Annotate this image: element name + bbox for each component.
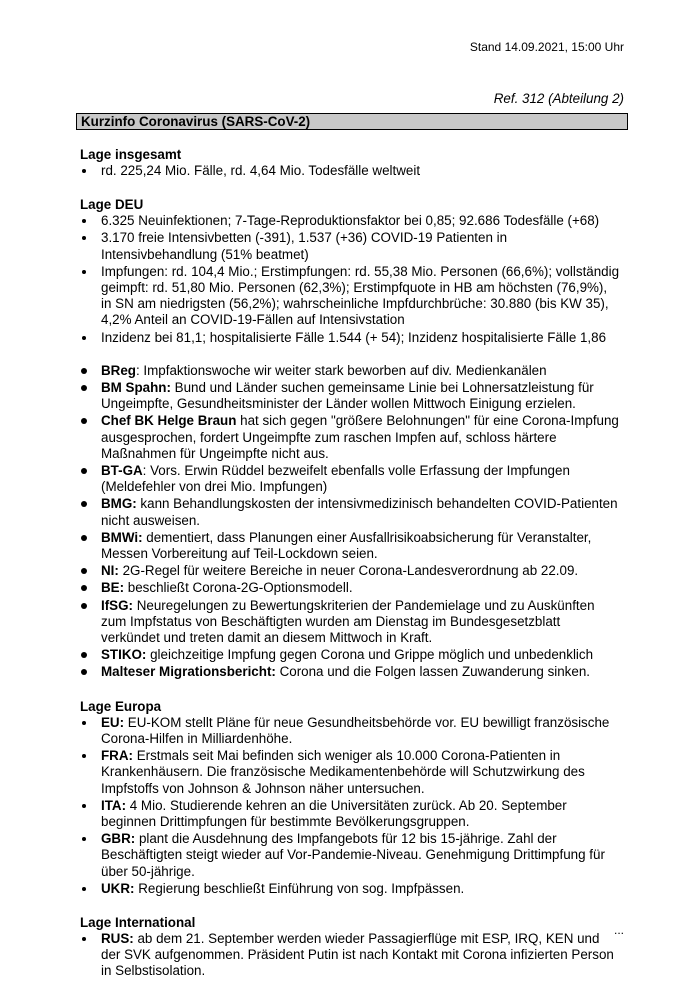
document-body — [80, 147, 620, 981]
item-label: BM Spahn: — [101, 380, 171, 396]
item-text: hat sich gegen "größere Belohnungen" für eine Corona-Impfung ausgesprochen, fordert Ungeimpfte zum raschen Impfen auf, schloss härtere Maßnahmen für Ungeimpfte nicht aus. — [101, 413, 619, 461]
item-text: : Vors. Erwin Rüddel bezweifelt ebenfalls volle Erfassung der Impfungen (Meldefehler von drei Mio. Impfungen) — [101, 463, 570, 495]
list-item — [80, 664, 620, 680]
item-label: EU: — [101, 714, 125, 730]
item-label: IfSG: — [101, 597, 133, 613]
list-item — [80, 931, 620, 980]
list-item: Impfungen: rd. 104,4 Mio.; Erstimpfungen: rd. 55,38 Mio. Personen (66,6%); vollständig geimpft: rd. 51,80 Mio. Personen (62,3%); Erstimpfquote in HB am höchsten (76,9%), in SN am niedrigsten (56,2%); wahrscheinliche Impfdurchbrüche: 30.880 (bis KW 35), 4,2% Anteil an COVID-19-Fällen auf Intensivstation — [80, 264, 620, 329]
section-lage-international — [80, 915, 620, 980]
item-text: plant die Ausdehnung des Impfangebots für 12 bis 15-jährige. Zahl der Beschäftigten steigt wieder auf Vor-Pandemie-Niveau. Genehmigung Drittimpfung für über 50-jährige. — [101, 831, 605, 879]
list-item — [80, 647, 620, 663]
item-text: EU-KOM stellt Pläne für neue Gesundheitsbehörde vor. EU bewilligt französische Corona-Hilfen in Milliardenhöhe. — [101, 714, 610, 746]
list-item — [80, 831, 620, 880]
item-label: BE: — [101, 580, 125, 596]
item-label: Malteser Migrationsbericht: — [101, 664, 276, 680]
section-heading: Lage insgesamt — [80, 147, 182, 162]
list-item — [80, 748, 620, 797]
list-item — [80, 563, 620, 579]
reference-note: Ref. 312 (Abteilung 2) — [493, 91, 624, 106]
item-label: BMWi: — [101, 529, 143, 545]
list-item: Inzidenz bei 81,1; hospitalisierte Fälle 1.544 (+ 54); Inzidenz hospitalisierte Fälle 1,86 — [80, 330, 620, 346]
list-item — [80, 798, 620, 830]
bullet-list — [80, 163, 620, 179]
item-text: gleichzeitige Impfung gegen Corona und Grippe möglich und unbedenklich — [146, 647, 594, 663]
item-text: ab dem 21. September werden wieder Passagierflüge mit ESP, IRQ, KEN und der SVK aufgenommen. Präsident Putin ist nach Kontakt mit Corona infizierten Person in Selbstisolation. — [101, 930, 614, 979]
list-item: 6.325 Neuinfektionen; 7-Tage-Reproduktionsfaktor bei 0,85; 92.686 Todesfälle (+68) — [80, 213, 620, 229]
item-text: beschließt Corona-2G-Optionsmodell. — [124, 580, 353, 596]
news-list — [80, 363, 620, 681]
section-lage-insgesamt — [80, 147, 620, 179]
list-item — [80, 413, 620, 462]
list-item — [80, 881, 620, 897]
item-label: BT-GA — [101, 463, 143, 479]
section-lage-europa — [80, 699, 620, 897]
item-text: : Impfaktionswoche wir weiter stark beworben auf div. Medienkanälen — [135, 362, 547, 378]
item-label: UKR: — [101, 880, 135, 896]
item-text: 4 Mio. Studierende kehren an die Universitäten zurück. Ab 20. September beginnen Drittimpfungen für bestimmte Bevölkerungsgruppen. — [101, 797, 567, 829]
document-title: Kurzinfo Coronavirus (SARS-CoV-2) — [76, 113, 628, 130]
list-item — [80, 496, 620, 528]
bullet-list — [80, 213, 620, 346]
item-label: GBR: — [101, 831, 136, 847]
item-text: dementiert, dass Planungen einer Ausfallrisikoabsicherung für Veranstalter, Messen Vorbereitung auf Teil-Lockdown seien. — [101, 529, 592, 562]
item-text: Bund und Länder suchen gemeinsame Linie bei Lohnersatzleistung für Ungeimpfte, Gesundheitsminister der Länder wollen Mittwoch Einigung erzielen. — [101, 380, 594, 412]
stand-date: Stand 14.09.2021, 15:00 Uhr — [469, 40, 624, 54]
item-label: FRA: — [101, 748, 133, 764]
list-item: rd. 225,24 Mio. Fälle, rd. 4,64 Mio. Todesfälle weltweit — [80, 163, 620, 179]
section-heading: Lage International — [80, 914, 196, 930]
item-label: ITA: — [101, 797, 127, 813]
list-item — [80, 463, 620, 495]
item-label: RUS: — [101, 930, 134, 946]
item-label: BReg — [101, 362, 136, 378]
bullet-list — [80, 931, 620, 980]
item-text: Neuregelungen zu Bewertungskriterien der Pandemielage und zu Auskünften zum Impfstatus von Beschäftigten wurden am Dienstag im Bundesgesetzblatt verkündet und treten damit an diesem Mittwoch in Kraft. — [101, 597, 595, 646]
bullet-list — [80, 715, 620, 897]
item-text: Erstmals seit Mai befinden sich weniger als 10.000 Corona-Patienten in Krankenhäusern. Die französische Medikamentenbehörde will Schutzwirkung des Impfstoffs von Johnson & Johnson näher untersuchen. — [101, 748, 585, 796]
list-item: 3.170 freie Intensivbetten (-391), 1.537 (+36) COVID-19 Patienten in Intensivbehandlung (51% beatmet) — [80, 230, 620, 262]
section-heading: Lage Europa — [80, 698, 162, 714]
list-item — [80, 363, 620, 379]
item-text: Regierung beschließt Einführung von sog. Impfpässen. — [134, 880, 465, 896]
section-lage-deu — [80, 197, 620, 680]
list-item — [80, 715, 620, 747]
section-heading: Lage DEU — [80, 197, 144, 213]
list-item — [80, 380, 620, 412]
item-text: Corona und die Folgen lassen Zuwanderung sinken. — [275, 664, 590, 680]
continuation-mark: ... — [613, 923, 624, 937]
list-item — [80, 530, 620, 562]
item-text: kann Behandlungskosten der intensivmedizinisch behandelten COVID-Patienten nicht ausweisen. — [101, 496, 618, 528]
list-item — [80, 598, 620, 647]
item-label: Chef BK Helge Braun — [101, 413, 237, 429]
item-text: 2G-Regel für weitere Bereiche in neuer Corona-Landesverordnung ab 22.09. — [118, 563, 579, 579]
item-label: NI: — [101, 563, 119, 579]
item-label: STIKO: — [101, 647, 147, 663]
list-item — [80, 580, 620, 596]
item-label: BMG: — [101, 496, 137, 512]
